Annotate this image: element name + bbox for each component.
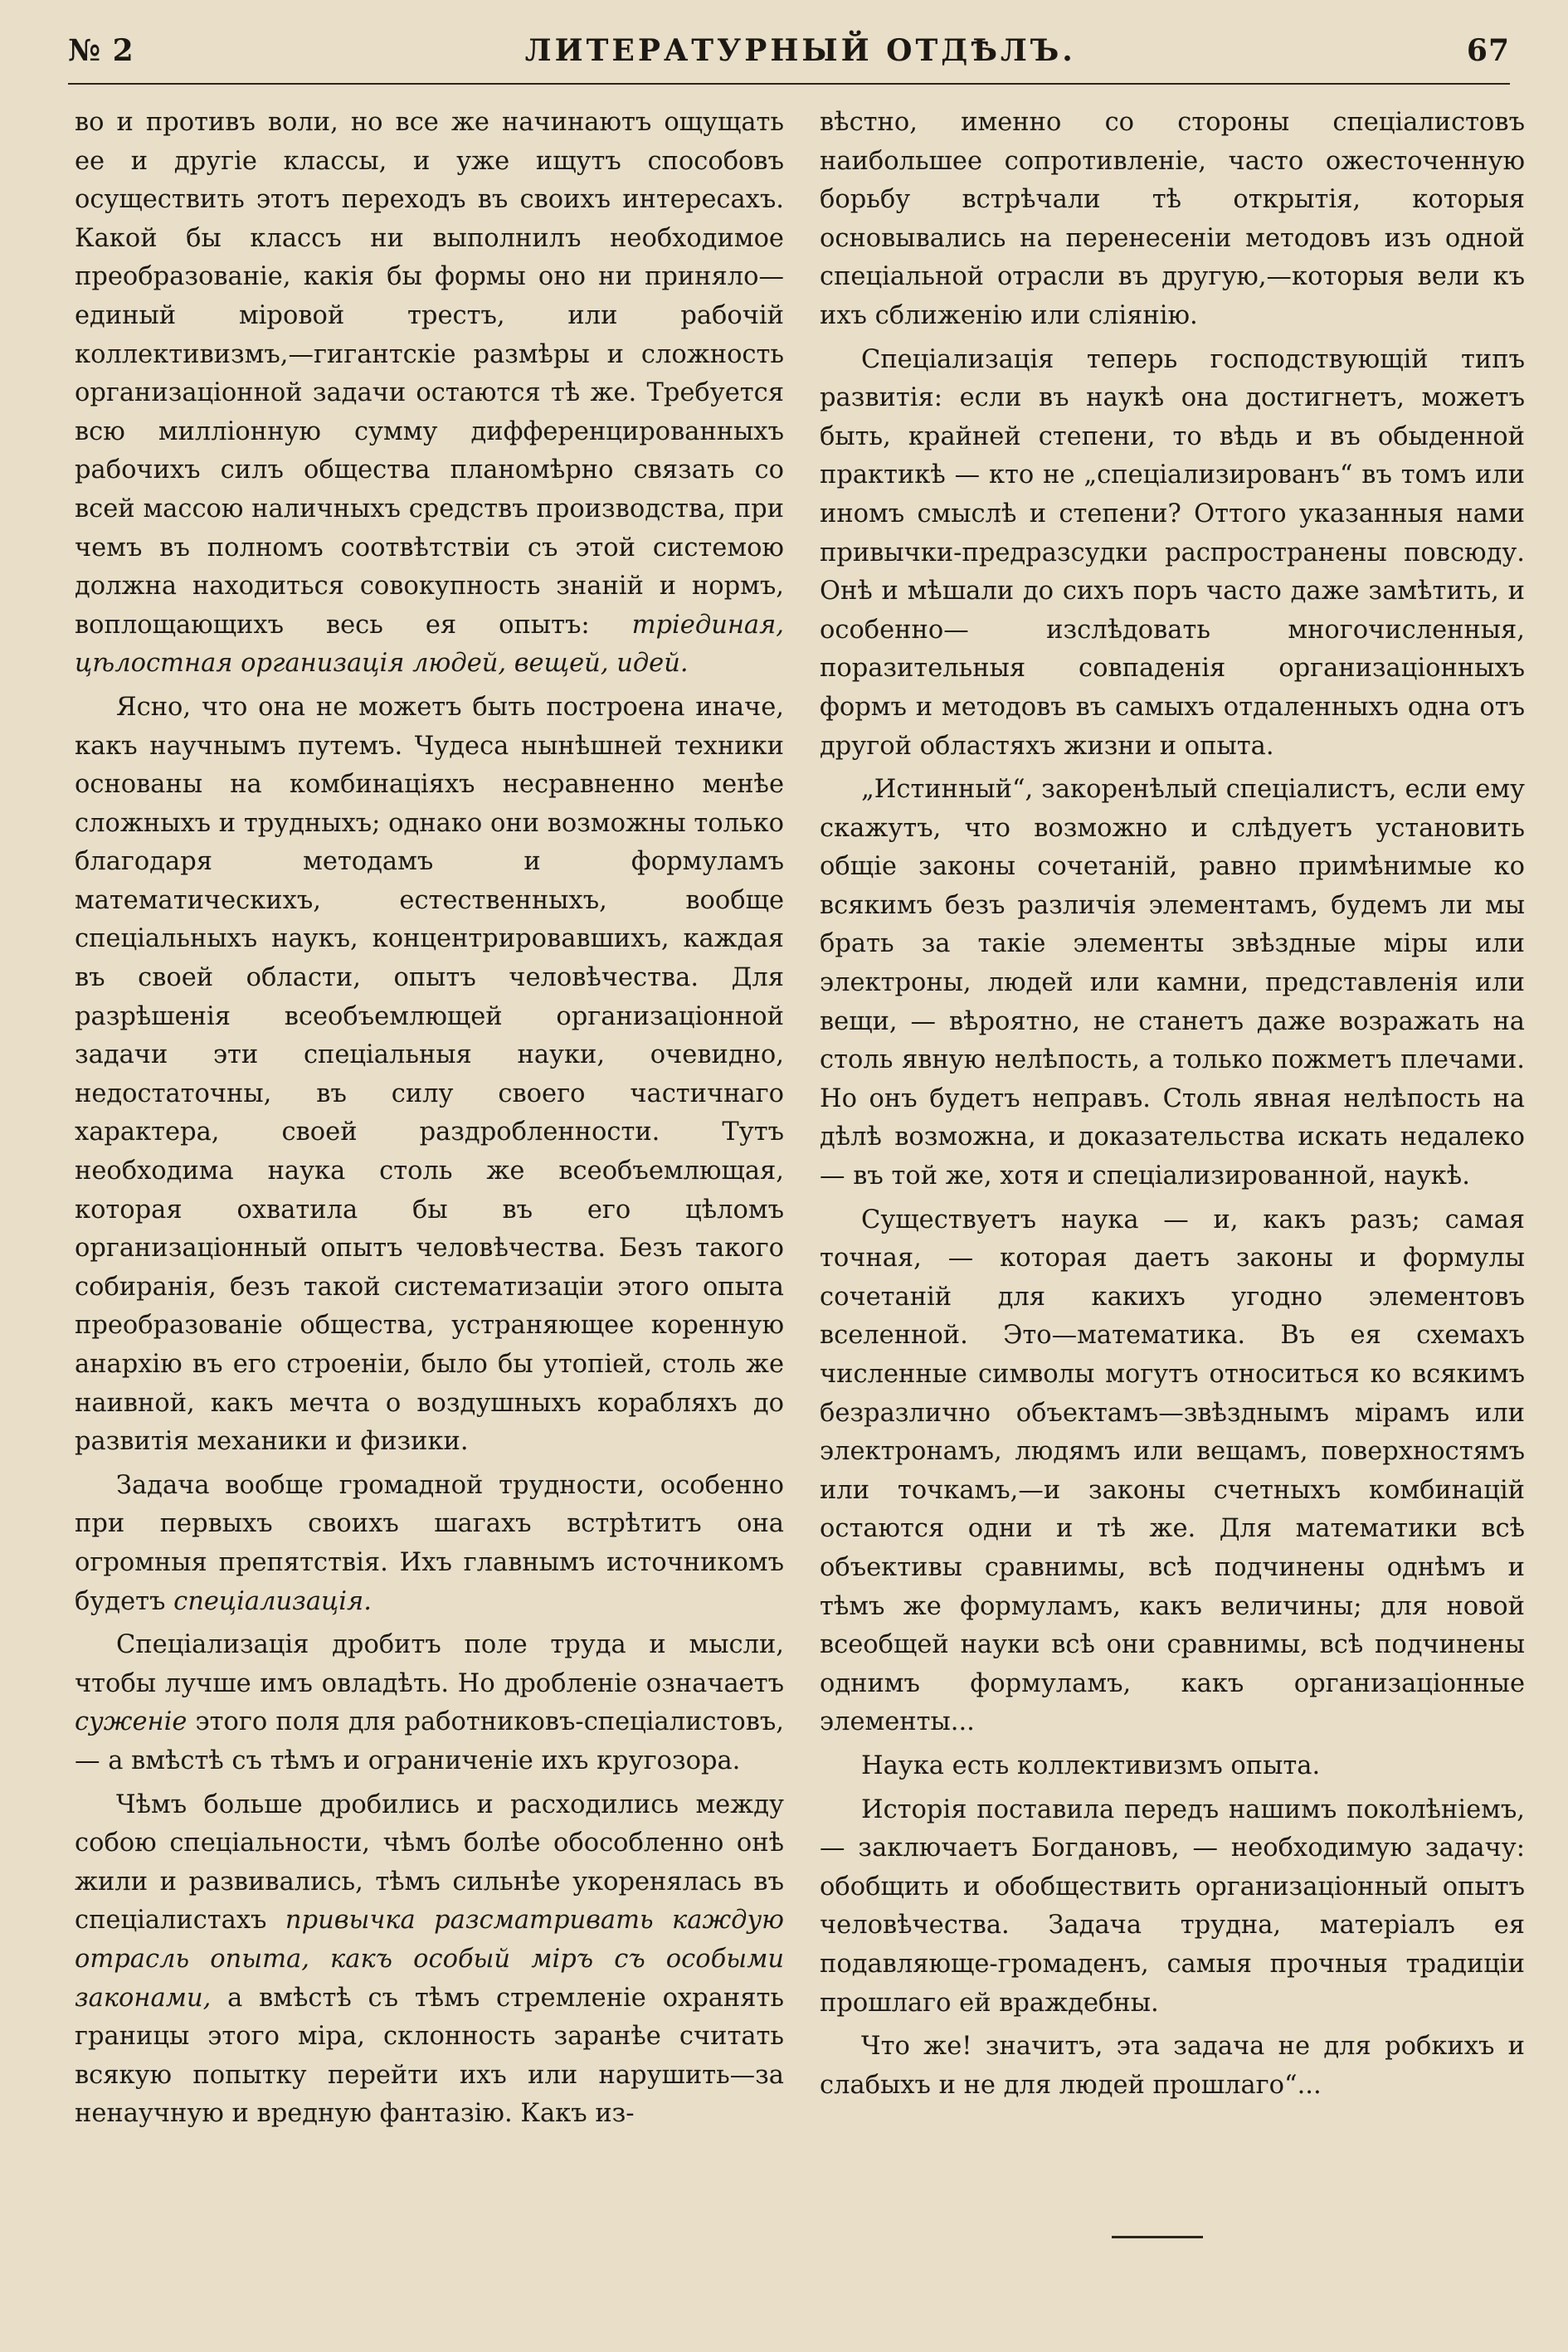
paragraph: Наука есть коллективизмъ опыта.: [861, 1751, 1321, 1780]
right-column: [820, 104, 1525, 2110]
paragraph: Задача вообще громадной трудности, особенно при первыхъ своихъ шагахъ встрѣтитъ она огромныя препятствія. Ихъ главнымъ источникомъ будетъ спеціализація.: [75, 1470, 784, 1616]
left-column: [75, 104, 784, 2139]
paragraph: вѣстно, именно со стороны спеціалистовъ наибольшее сопротивленіе, часто ожесточенную борьбу встрѣчали тѣ открытія, которыя основывались на перенесеніи методовъ изъ одной спеціальной отрасли въ другую,—которыя вели къ ихъ сближенію или сліянію.: [820, 108, 1525, 330]
page-number: 67: [1466, 33, 1510, 68]
paragraph: „Истинный“, закоренѣлый спеціалистъ, если ему скажутъ, что возможно и слѣдуетъ установить общіе законы сочетаній, равно примѣнимые ко всякимъ безъ различія элементамъ, будемъ ли мы брать за такіе элементы звѣздные міры или электроны, людей или камни, представленія или вещи, — вѣроятно, не станетъ даже возражать на столь явную нелѣпость, а только пожметъ плечами. Но онъ будетъ неправъ. Столь явная нелѣпость на дѣлѣ возможна, и доказательства искать недалеко— въ той же, хотя и спеціализированной, наукѣ.: [820, 775, 1525, 1191]
paragraph: Что же! значитъ, эта задача не для робкихъ и слабыхъ и не для людей прошлаго“...: [820, 2032, 1525, 2100]
paragraph: Чѣмъ больше дробились и расходились между собою спеціальности, чѣмъ болѣе обособленно онѣ жили и развивались, тѣмъ сильнѣе укоренялась въ спеціалистахъ привычка разсматривать каждую отрасль опыта, какъ особый міръ съ особыми законами, а вмѣстѣ съ тѣмъ стремленіе охранять границы этого міра, склонность заранѣе считать всякую попытку перейти ихъ или нарушить—за ненаучную и вредную фантазію. Какъ из-: [75, 1790, 784, 2129]
paragraph: Спеціализація теперь господствующій типъ развитія: если въ наукѣ она достигнетъ, можетъ быть, крайней степени, то вѣдь и въ обыденной практикѣ — кто не „спеціализированъ“ въ томъ или иномъ смыслѣ и степени? Оттого указанныя нами привычки-предразсудки распространены повсюду. Онѣ и мѣшали до сихъ поръ часто даже замѣтить, и особенно— изслѣдовать многочисленныя, поразительныя совпаденія организаціонныхъ формъ и методовъ въ самыхъ отдаленныхъ одна отъ другой областяхъ жизни и опыта.: [820, 344, 1525, 761]
paragraph: Спеціализація дробитъ поле труда и мысли, чтобы лучше имъ овладѣть. Но дробленіе означаетъ суженіе этого поля для работниковъ-спеціалистовъ,— а вмѣстѣ съ тѣмъ и ограниченіе ихъ кругозора.: [75, 1630, 784, 1775]
paragraph: Существуетъ наука — и, какъ разъ; самая точная, — которая даетъ законы и формулы сочетаній для какихъ угодно элементовъ вселенной. Это—математика. Въ ея схемахъ численные символы могутъ относиться ко всякимъ безразлично объектамъ—звѣзднымъ мірамъ или электронамъ, людямъ или вещамъ, поверхностямъ или точкамъ,—и законы счетныхъ комбинацій остаются одни и тѣ же. Для математики всѣ объективы сравнимы, всѣ подчинены однѣмъ и тѣмъ же формуламъ, какъ величины; для новой всеобщей науки всѣ они сравнимы, всѣ подчинены однимъ формуламъ, какъ организаціонные элементы...: [820, 1205, 1525, 1737]
paragraph: Исторія поставила передъ нашимъ поколѣніемъ, — заключаетъ Богдановъ, — необходимую задачу: обобщить и обобществить организаціонный опытъ человѣчества. Задача трудна, матеріалъ ея подавляюще-громаденъ, самыя прочныя традиціи прошлаго ей враждебны.: [820, 1794, 1525, 2018]
end-divider: [1112, 2236, 1203, 2238]
paragraph: во и противъ воли, но все же начинаютъ ощущать ее и другіе классы, и уже ищутъ способовъ осуществить этотъ переходъ въ своихъ интересахъ. Какой бы классъ ни выполнилъ необходимое преобразованіе, какія бы формы оно ни приняло—единый міровой трестъ, или рабочій коллективизмъ,—гигантскіе размѣры и сложность организаціонной задачи остаются тѣ же. Требуется всю милліонную сумму дифференцированныхъ рабочихъ силъ общества планомѣрно связать со всей массою наличныхъ средствъ производства, при чемъ въ полномъ соотвѣтствіи съ этой системою должна находиться совокупность знаній и нормъ, воплощающихъ весь ея опытъ: тріединая, цѣлостная организація людей, вещей, идей.: [75, 108, 784, 679]
issue-number: № 2: [68, 33, 134, 68]
page-header: [68, 25, 1510, 76]
section-title: ЛИТЕРАТУРНЫЙ ОТДѢЛЪ.: [524, 33, 1076, 68]
header-rule: [68, 83, 1510, 85]
paragraph: Ясно, что она не можетъ быть построена иначе, какъ научнымъ путемъ. Чудеса нынѣшней техники основаны на комбинаціяхъ несравненно менѣе сложныхъ и трудныхъ; однако они возможны только благодаря методамъ и формуламъ математическихъ, естественныхъ, вообще спеціальныхъ наукъ, концентрировавшихъ, каждая въ своей области, опытъ человѣчества. Для разрѣшенія всеобъемлющей организаціонной задачи эти спеціальныя науки, очевидно, недостаточны, въ силу своего частичнаго характера, своей раздробленности. Тутъ необходима наука столь же всеобъемлющая, которая охватила бы въ его цѣломъ организаціонный опытъ человѣчества. Безъ такого собиранія, безъ такой систематизаціи этого опыта преобразованіе общества, устраняющее коренную анархію въ его строеніи, было бы утопіей, столь же наивной, какъ мечта о воздушныхъ корабляхъ до развитія механики и физики.: [75, 692, 784, 1457]
